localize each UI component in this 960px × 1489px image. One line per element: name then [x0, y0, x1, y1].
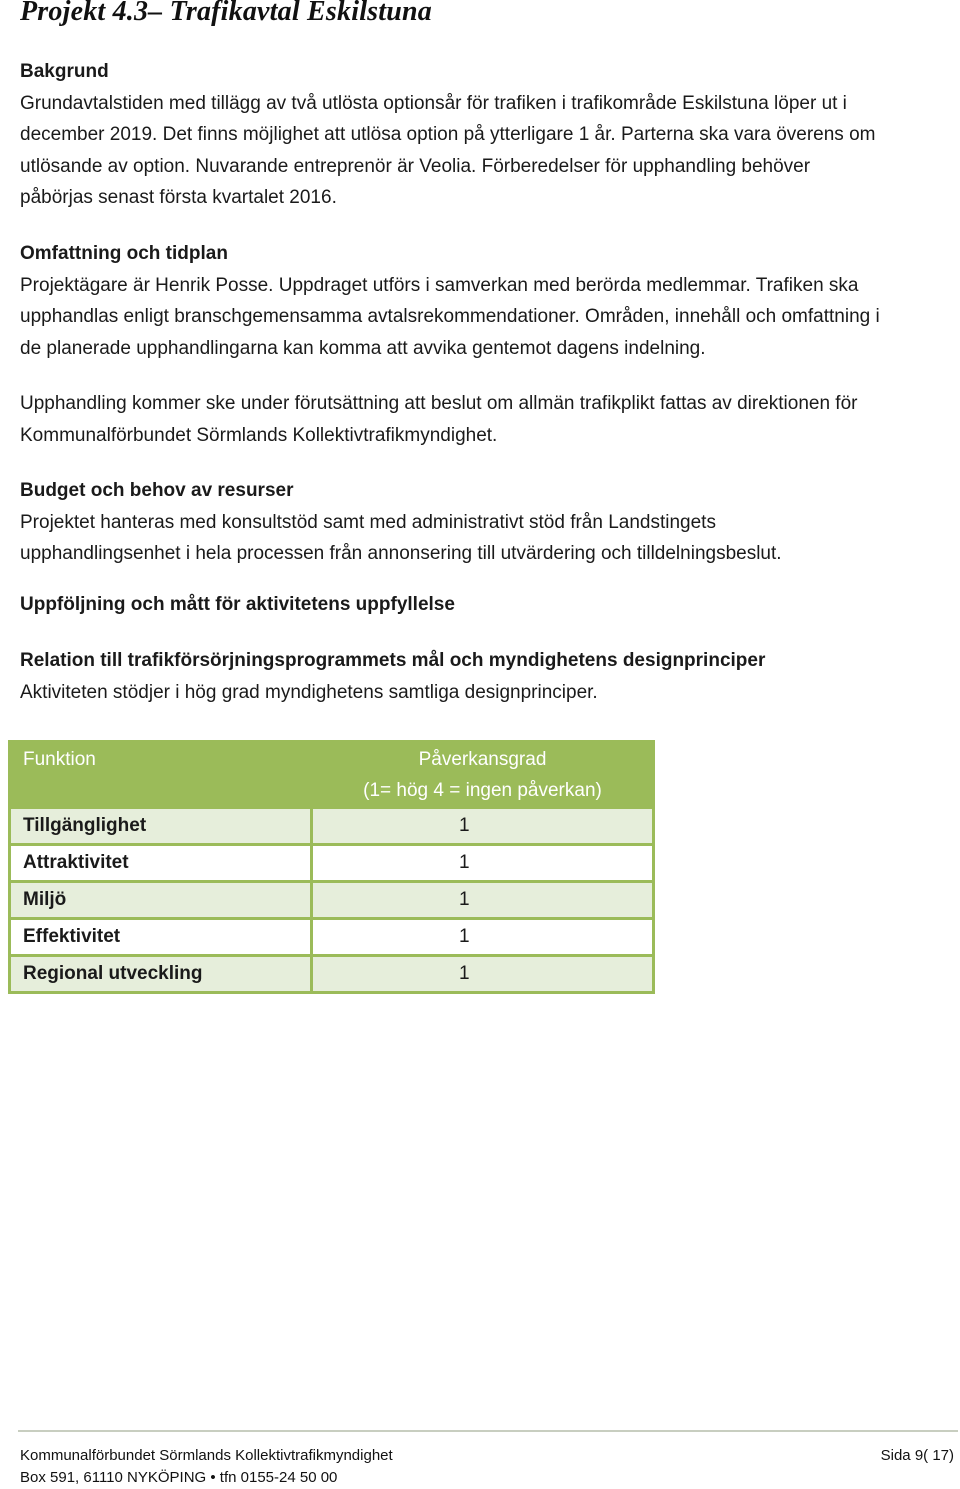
section-upphandling: [20, 388, 955, 451]
table-cell-funktion: Attraktivitet: [10, 845, 312, 882]
footer-org: Kommunalförbundet Sörmlands Kollektivtrafikmyndighet: [20, 1447, 393, 1464]
section-uppfoljning: [20, 589, 955, 621]
table-cell-value: 1: [312, 956, 654, 993]
omfattning-line-1: Projektägare är Henrik Posse. Uppdraget utförs i samverkan med berörda medlemmar. Trafiken ska: [20, 274, 859, 296]
table-row: [10, 956, 654, 993]
section-omfattning: [20, 238, 955, 364]
table-cell-value: 1: [312, 919, 654, 956]
table-cell-funktion: Tillgänglighet: [10, 808, 312, 845]
table-row: [10, 882, 654, 919]
table-header-paverkansgrad-title: Påverkansgrad: [418, 749, 547, 770]
section-relation: [20, 645, 955, 708]
footer-divider: [18, 1430, 958, 1432]
table-header-paverkansgrad: [312, 742, 654, 808]
relation-line-1: Aktiviteten stödjer i hög grad myndighetens samtliga designprinciper.: [20, 681, 598, 703]
table-cell-value: 1: [312, 808, 654, 845]
footer-address: Box 591, 61110 NYKÖPING • tfn 0155-24 50 00: [20, 1469, 338, 1486]
bakgrund-line-4: påbörjas senast första kvartalet 2016.: [20, 187, 337, 208]
upphandling-line-2: Kommunalförbundet Sörmlands Kollektivtrafikmyndighet.: [20, 424, 498, 446]
bakgrund-line-3: utlösande av option. Nuvarande entreprenör är Veolia. Förberedelser för upphandling behöver: [20, 155, 811, 177]
upphandling-line-1: Upphandling kommer ske under förutsättning att beslut om allmän trafikplikt fattas av direktionen för: [20, 393, 858, 414]
table-header-paverkansgrad-scale: (1= hög 4 = ingen påverkan): [363, 780, 602, 801]
section-heading-relation: Relation till trafikförsörjningsprogrammets mål och myndighetens designprinciper: [20, 650, 766, 671]
omfattning-line-3: de planerade upphandlingarna kan komma att avvika gentemot dagens indelning.: [20, 337, 706, 359]
footer-page-number: Sida 9( 17): [880, 1447, 954, 1464]
section-budget: [20, 475, 955, 570]
table-row: [10, 919, 654, 956]
page-title: Projekt 4.3– Trafikavtal Eskilstuna: [20, 0, 432, 27]
section-bakgrund: [20, 56, 955, 214]
table-header-funktion: Funktion: [10, 742, 312, 808]
table-cell-value: 1: [312, 882, 654, 919]
table-cell-funktion: Regional utveckling: [10, 956, 312, 993]
section-heading-budget: Budget och behov av resurser: [20, 480, 294, 501]
impact-table: [8, 740, 655, 994]
table-cell-funktion: Effektivitet: [10, 919, 312, 956]
budget-line-2: upphandlingsenhet i hela processen från annonsering till utvärdering och tilldelningsbeslut.: [20, 543, 782, 564]
bakgrund-line-1: Grundavtalstiden med tillägg av två utlösta optionsår för trafiken i trafikområde Eskilstuna löper ut i: [20, 92, 847, 114]
section-heading-bakgrund: Bakgrund: [20, 61, 109, 82]
budget-line-1: Projektet hanteras med konsultstöd samt med administrativt stöd från Landstingets: [20, 511, 716, 533]
table-row: [10, 808, 654, 845]
section-heading-uppfoljning: Uppföljning och mått för aktivitetens uppfyllelse: [20, 594, 455, 615]
bakgrund-line-2: december 2019. Det finns möjlighet att utlösa option på ytterligare 1 år. Parterna ska vara överens om: [20, 124, 876, 145]
omfattning-line-2: upphandlas enligt branschgemensamma avtalsrekommendationer. Områden, innehåll och omfattning i: [20, 306, 880, 327]
table-header-row: [10, 742, 654, 808]
table-row: [10, 845, 654, 882]
table-cell-funktion: Miljö: [10, 882, 312, 919]
table-cell-value: 1: [312, 845, 654, 882]
section-heading-omfattning: Omfattning och tidplan: [20, 243, 228, 264]
